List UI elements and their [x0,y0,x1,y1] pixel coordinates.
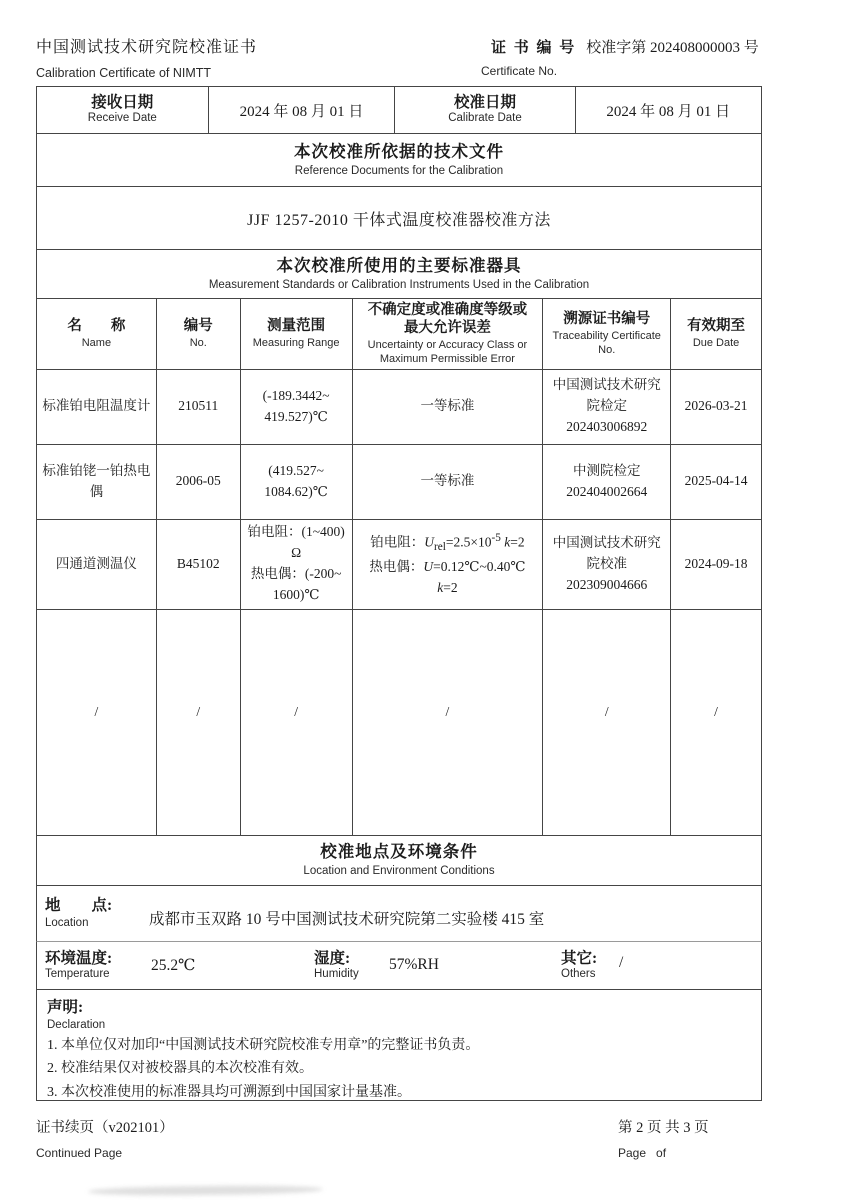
declaration-section [36,989,762,1101]
cell-name: / [37,609,157,835]
humidity-label-en: Humidity [314,967,359,980]
location-label-zh: 地 点: [45,896,113,914]
cell-range: 铂电阻：(1~400) Ω 热电偶：(-200~ 1600)℃ [240,519,352,609]
col-header-no: 编号 No. [156,299,240,370]
cell-name: 标准铂电阻温度计 [37,369,157,444]
cell-range: (419.527~ 1084.62)℃ [240,444,352,519]
reference-document: JJF 1257-2010 干体式温度校准器校准方法 [36,186,762,250]
table-row [37,444,762,519]
cell-uncertainty: 一等标准 [352,369,543,444]
cell-uncertainty: 一等标准 [352,444,543,519]
humidity-label-zh: 湿度: [314,949,351,967]
doc-title-en: Calibration Certificate of NIMTT [36,66,212,80]
reference-header-zh: 本次校准所依据的技术文件 [294,141,504,161]
cert-no-label-en: Certificate No. [481,64,558,78]
cell-name: 标准铂铑一铂热电偶 [37,444,157,519]
receive-date-label-zh: 接收日期 [91,94,154,112]
continued-page-label-en: Continued Page [36,1146,123,1160]
standards-table-header-row [37,299,762,370]
receive-date-value: 2024 年 08 月 01 日 [239,103,364,120]
cert-no-label-zh: 证 书 编 号 [491,40,577,56]
location-header-zh: 校准地点及环境条件 [320,841,478,861]
receive-date-value-cell [209,87,396,133]
col-header-due-date: 有效期至 Due Date [671,299,762,370]
others-label-zh: 其它: [561,949,598,967]
location-row [36,885,762,942]
cell-due-date: 2025-04-14 [671,444,762,519]
cell-due-date: 2024-09-18 [671,519,762,609]
cell-traceability: 中测院检定 202404002664 [543,444,671,519]
certificate-body [36,86,762,1101]
cell-no: B45102 [156,519,240,609]
doc-title-zh: 中国测试技术研究院校准证书 [36,39,258,56]
temperature-label-zh: 环境温度: [45,949,113,967]
calibrate-date-value: 2024 年 08 月 01 日 [606,103,731,120]
others-label-en: Others [561,967,596,980]
col-header-name: 名 称 Name [37,299,157,370]
standards-header-zh: 本次校准所使用的主要标准器具 [276,255,522,275]
cell-name: 四通道测温仪 [37,519,157,609]
cell-traceability: / [543,609,671,835]
table-row [37,369,762,444]
cell-uncertainty: / [352,609,543,835]
cell-no: 2006-05 [156,444,240,519]
environment-row [36,941,762,990]
dates-row [36,86,762,134]
cert-number-block [481,36,759,78]
calibrate-date-value-cell [576,87,761,133]
continued-page-label-zh: 证书续页（v202101） [36,1120,174,1136]
cell-no: 210511 [156,369,240,444]
declaration-item: 2. 校准结果仅对被校器具的本次校准有效。 [47,1061,313,1077]
calibrate-date-label-zh: 校准日期 [453,94,516,112]
cell-traceability: 中国测试技术研究 院检定 202403006892 [543,369,671,444]
location-header-en: Location and Environment Conditions [303,864,495,877]
page-number-zh: 第 2 页 共 3 页 [618,1120,709,1136]
receive-date-label-en: Receive Date [87,112,157,124]
temperature-value: 25.2℃ [151,956,196,974]
cert-no-value: 校准字第 202408000003 号 [586,40,759,56]
declaration-label-en: Declaration [47,1018,106,1031]
cell-due-date: / [671,609,762,835]
table-row [37,519,762,609]
others-value: / [619,953,624,971]
temperature-label-en: Temperature [45,967,110,980]
cell-traceability: 中国测试技术研究 院校准 202309004666 [543,519,671,609]
calibrate-date-label-en: Calibrate Date [448,112,522,124]
standards-header-en: Measurement Standards or Calibration Instruments Used in the Calibration [208,278,590,291]
doc-title-block [36,34,257,80]
location-section-header [36,835,762,886]
declaration-label-zh: 声明: [47,998,84,1016]
location-label-en: Location [45,916,89,929]
page-number-en: Page of [618,1146,667,1160]
standards-section-header [36,249,762,299]
declaration-item: 3. 本次校准使用的标准器具均可溯源到中国国家计量基准。 [47,1084,411,1100]
page-number [618,1116,709,1160]
reference-section-header [36,133,762,187]
cell-due-date: 2026-03-21 [671,369,762,444]
cell-no: / [156,609,240,835]
cell-range: (-189.3442~ 419.527)℃ [240,369,352,444]
col-header-range: 测量范围 Measuring Range [240,299,352,370]
scan-smudge [88,1185,323,1196]
footer-left [36,1116,174,1160]
location-value: 成都市玉双路 10 号中国测试技术研究院第二实验楼 415 室 [149,910,545,928]
col-header-traceability: 溯源证书编号 Traceability Certificate No. [543,299,671,370]
cell-uncertainty: 铂电阻：$U_{rel}=2.5\times 10^{-5}$ k=2 热电偶：U=0.12℃~0.40℃ k=2 [352,519,543,609]
cell-range: / [240,609,352,835]
standards-table [36,298,762,836]
reference-header-en: Reference Documents for the Calibration [294,164,504,177]
col-header-uncertainty: 不确定度或准确度等级或 最大允许误差 Uncertainty or Accuracy Class or Maximum Permissible Error [352,299,543,370]
table-row-empty [37,609,762,835]
receive-date-label-cell [37,87,209,133]
calibrate-date-label-cell [395,87,575,133]
humidity-value: 57%RH [389,955,439,973]
declaration-item: 1. 本单位仅对加印“中国测试技术研究院校准专用章”的完整证书负责。 [47,1037,480,1053]
